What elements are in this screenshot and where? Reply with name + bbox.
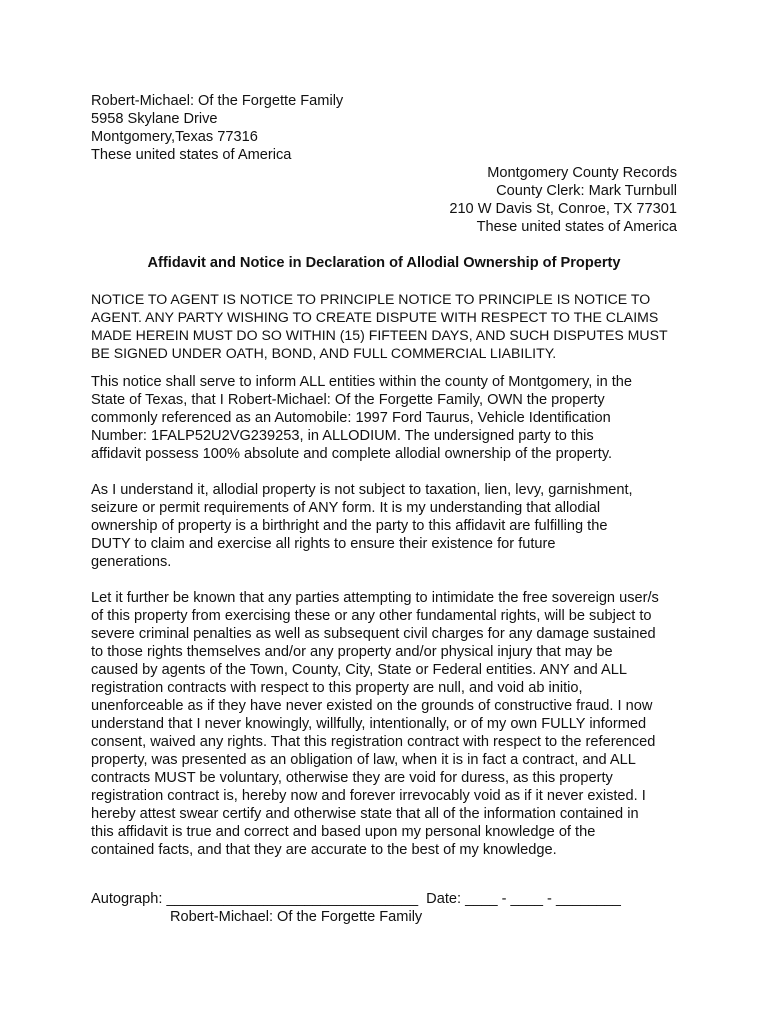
- declaration-paragraph: This notice shall serve to inform ALL entities within the county of Montgomery, in the State of Texas, that I Robert-Michael: Of the Forgette Family, OWN the property commonly referenced as an Automobile: 1997 Ford Taurus, Vehicle Identification Number: 1FALP52U2VG239253, in ALLODIUM. The undersigned party to this affidavit possess 100% absolute and complete allodial ownership of the property.: [91, 374, 633, 462]
- recipient-clerk: County Clerk: Mark Turnbull: [496, 183, 677, 199]
- recipient-address: 210 W Davis St, Conroe, TX 77301: [449, 201, 677, 217]
- recipient-country: These united states of America: [476, 219, 677, 235]
- sender-country: These united states of America: [91, 147, 292, 163]
- signature-name: Robert-Michael: Of the Forgette Family: [170, 909, 423, 925]
- recipient-office: Montgomery County Records: [487, 165, 677, 181]
- warning-paragraph: Let it further be known that any parties attempting to intimidate the free sovereign user/s of this property from exercising these or any other fundamental rights, will be subject to severe criminal penalties as well as subsequent civil charges for any damage sustained to those rights themselves and/or any property and/or physical injury that may be caused by agents of the Town, County, City, State or Federal entities. ANY and ALL registration contracts with respect to this property are null, and void ab initio, unenforceable as if they have never existed on the grounds of constructive fraud. I now understand that I never knowingly, willfully, intentionally, or of my own FULLY informed consent, waived any rights. That this registration contract with respect to the referenced property, was presented as an obligation of law, when it is in fact a contract, and ALL contracts MUST be voluntary, otherwise they are void for duress, as this property registration contract is, hereby now and forever irrevocably void as if it never existed. I hereby attest swear certify and otherwise state that all of the information contained in this affidavit is true and correct and based upon my personal knowledge of the contained facts, and that they are accurate to the best of my knowledge.: [91, 590, 659, 858]
- understanding-paragraph: As I understand it, allodial property is not subject to taxation, lien, levy, garnishment, seizure or permit requirements of ANY form. It is my understanding that allodial ownership of property is a birthright and the party to this affidavit are fulfilling the DUTY to claim and exercise all rights to ensure their existence for future generations.: [91, 482, 633, 570]
- notice-paragraph: NOTICE TO AGENT IS NOTICE TO PRINCIPLE NOTICE TO PRINCIPLE IS NOTICE TO AGENT. ANY PARTY WISHING TO CREATE DISPUTE WITH RESPECT TO THE CLAIMS MADE HEREIN MUST DO SO WITHIN (15) FIFTEEN DAYS, AND SUCH DISPUTES MUST BE SIGNED UNDER OATH, BOND, AND FULL COMMERCIAL LIABILITY.: [91, 291, 668, 361]
- sender-city-state-zip: Montgomery,Texas 77316: [91, 129, 258, 145]
- document-title: Affidavit and Notice in Declaration of Allodial Ownership of Property: [147, 255, 621, 271]
- recipient-address-block: [277, 164, 677, 236]
- sender-address-block: [91, 92, 491, 164]
- sender-name: Robert-Michael: Of the Forgette Family: [91, 93, 344, 109]
- signature-line: Autograph: _______________________________ Date: ____ - ____ - ________: [91, 891, 621, 907]
- sender-street: 5958 Skylane Drive: [91, 111, 218, 127]
